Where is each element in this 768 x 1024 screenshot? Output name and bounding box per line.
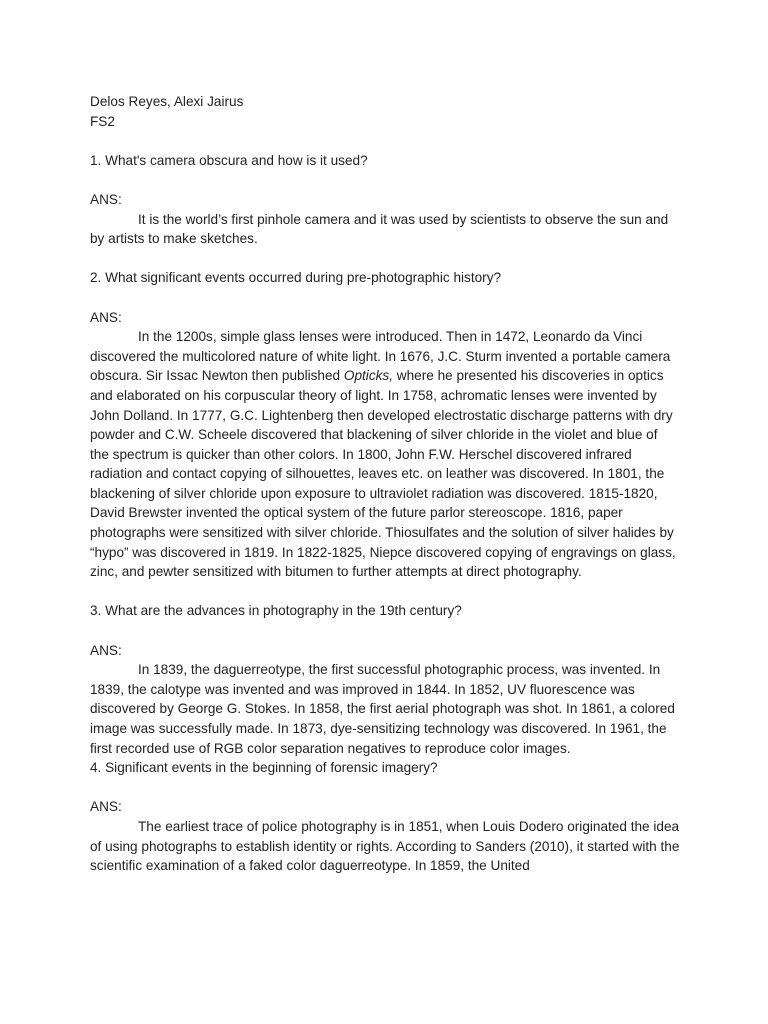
answer-4-text: The earliest trace of police photography is in 1851, when Louis Dodero originated the idea of using photographs to establish identity or rights. According to Sanders (2010), it started with the scientific examination of a faked color daguerreotype. In 1859, the United <box>90 818 680 874</box>
answer-1-text: It is the world’s first pinhole camera and it was used by scientists to observe the sun and by artists to make sketches. <box>90 211 669 247</box>
answer-2-part1: In the 1200s, simple glass lenses were introduced. Then in 1472, Leonardo da Vinci discovered the multicolored nature of white light. In 1676, J.C. Sturm invented a portable camera obscura. Sir Issac Newton then published <box>90 329 671 384</box>
answer-1-label: ANS: <box>90 191 122 207</box>
author-name: Delos Reyes, Alexi Jairus <box>90 94 244 109</box>
question-1: 1. What's camera obscura and how is it used? <box>90 152 368 168</box>
section-label: FS2 <box>90 113 115 129</box>
question-4: 4. Significant events in the beginning of forensic imagery? <box>90 760 438 776</box>
question-3: 3. What are the advances in photography in the 19th century? <box>90 603 462 619</box>
answer-3-text: In 1839, the daguerreotype, the first successful photographic process, was invented. In 1839, the calotype was invented and was improved in 1844. In 1852, UV fluorescence was discovered by George G. Stokes. In 1858, the first aerial photograph was shot. In 1861, a colored image was successfully made. In 1873, dye-sensitizing technology was discovered. In 1961, the first recorded use of RGB color separation negatives to reproduce color images. <box>90 662 675 756</box>
answer-2-label: ANS: <box>90 309 122 325</box>
question-2: 2. What significant events occurred during pre-photographic history? <box>90 270 502 286</box>
document-page <box>90 92 680 876</box>
answer-2-text <box>90 327 680 582</box>
answer-4-label: ANS: <box>90 799 122 815</box>
answer-2-italic-title: Opticks, <box>343 368 393 384</box>
answer-2-part2: where he presented his discoveries in optics and elaborated on his corpuscular theory of light. In 1758, achromatic lenses were invented by John Dolland. In 1777, G.C. Lightenberg then developed electrostatic discharge patterns with dry powder and C.W. Scheele discovered that blackening of silver chloride in the violet and blue of the spectrum is quicker than other colors. In 1800, John F.W. Herschel discovered infrared radiation and contact copying of silhouettes, leaves etc. on leather was discovered. In 1801, the blackening of silver chloride upon exposure to ultraviolet radiation was discovered. 1815-1820, David Brewster invented the optical system of the future parlor stereoscope. 1816, paper photographs were sensitized with silver chloride. Thiosulfates and the solution of silver halides by “hypo” was discovered in 1819. In 1822-1825, Niepce discovered copying of engravings on glass, zinc, and pewter sensitized with bitumen to further attempts at direct photography. <box>90 368 676 580</box>
answer-3-label: ANS: <box>90 642 122 658</box>
